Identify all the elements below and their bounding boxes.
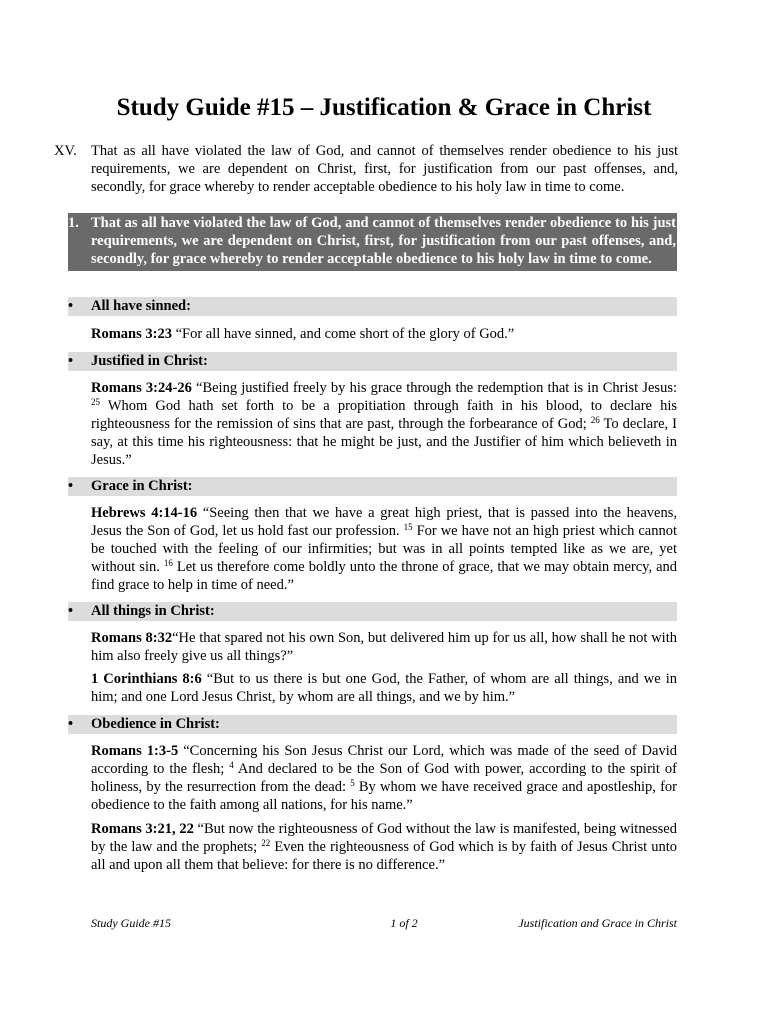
- footer-left: Study Guide #15: [91, 916, 171, 930]
- scripture-verse: [91, 379, 677, 469]
- verse-text: Whom God hath set forth to be a propitiation through faith in his blood, to declare his righteousness for the remission of sins that are past, through the forbearance of God;: [91, 398, 677, 432]
- verse-text: “Being justified freely by his grace through the redemption that is in Christ Jesus:: [191, 380, 677, 396]
- verse-text: By whom we have received grace and apostleship, for obedience to the faith among all nations, for his name.”: [91, 779, 677, 813]
- verse-text: And declared to be the Son of God with power, according to the spirit of holiness, by the resurrection from the dead:: [91, 761, 678, 795]
- bullet-icon: •: [68, 353, 74, 369]
- verse-number: 16: [163, 558, 173, 568]
- verse-reference: Romans 3:21, 22: [91, 821, 194, 837]
- section-heading: [68, 352, 677, 371]
- section-heading-label: All have sinned:: [91, 298, 191, 314]
- scripture-verse: [91, 629, 677, 665]
- section-heading-label: All things in Christ:: [91, 603, 215, 619]
- scripture-verse: [91, 820, 677, 874]
- verse-text: Even the righteousness of God which is by faith of Jesus Christ unto all and upon all them that believe: for there is no difference.”: [91, 839, 678, 873]
- verse-text: “For all have sinned, and come short of the glory of God.”: [171, 326, 515, 342]
- verse-number: 25: [91, 397, 100, 407]
- verse-text: “Seeing then that we have a great high priest, that is passed into the heavens, Jesus the Son of God, let us hold fast our profession.: [91, 505, 677, 539]
- verse-text: Let us therefore come boldly unto the throne of grace, that we may obtain mercy, and find grace to help in time of need.”: [91, 559, 678, 593]
- verse-text: “Concerning his Son Jesus Christ our Lord, which was made of the seed of David according to the flesh;: [91, 743, 677, 777]
- article-number: XV.: [54, 143, 77, 159]
- verse-text: “But to us there is but one God, the Father, of whom are all things, and we in him; and one Lord Jesus Christ, by whom are all things, and we by him.”: [91, 671, 677, 705]
- verse-number: 4: [229, 760, 234, 770]
- scripture-verse: [91, 504, 677, 594]
- footer-right: Justification and Grace in Christ: [518, 916, 677, 930]
- article-statement: [54, 142, 678, 196]
- scripture-verse: [91, 325, 677, 343]
- verse-text: “He that spared not his own Son, but delivered him up for us all, how shall he not with him also freely give us all things?”: [91, 630, 677, 664]
- verse-number: 26: [590, 415, 600, 425]
- verse-number: 15: [403, 522, 413, 532]
- verse-reference: Romans 8:32: [91, 630, 173, 646]
- verse-text: To declare, I say, at this time his righteousness: that he might be just, and the Justifier of him which believeth in Jesus.”: [91, 416, 677, 468]
- verse-reference: 1 Corinthians 8:6: [91, 671, 202, 687]
- bullet-icon: •: [68, 298, 74, 314]
- bullet-icon: •: [68, 603, 74, 619]
- page-title: Study Guide #15 – Justification & Grace in Christ: [116, 94, 652, 121]
- verse-text: “But now the righteousness of God without the law is manifested, being witnessed by the law and the prophets;: [91, 821, 677, 855]
- verse-reference: Hebrews 4:14-16: [91, 505, 198, 521]
- section-heading: [68, 297, 677, 316]
- footer-page-number: 1 of 2: [390, 916, 418, 930]
- section-heading-label: Obedience in Christ:: [91, 716, 220, 732]
- section-heading: [68, 477, 677, 496]
- verse-reference: Romans 3:24-26: [91, 380, 192, 396]
- scripture-verse: [91, 742, 677, 814]
- scripture-verse: [91, 670, 677, 706]
- verse-number: 5: [350, 778, 355, 788]
- highlighted-point: [68, 213, 677, 271]
- section-heading: [68, 602, 677, 621]
- section-heading-label: Justified in Christ:: [91, 353, 208, 369]
- section-heading-label: Grace in Christ:: [91, 478, 193, 494]
- section-heading: [68, 715, 677, 734]
- point-number: 1.: [68, 215, 79, 231]
- verse-reference: Romans 3:23: [91, 326, 172, 342]
- verse-number: 22: [261, 838, 271, 848]
- point-text: That as all have violated the law of God, and cannot of themselves render obedience to his just requirements, we are dependent on Christ, first, for justification from our past offenses, and, secondly, for grace whereby to render acceptable obedience to his holy law in time to come.: [91, 215, 676, 267]
- article-text: That as all have violated the law of God, and cannot of themselves render obedience to his just requirements, we are dependent on Christ, first, for justification from our past offenses, and, secondly, for grace whereby to render acceptable obedience to his holy law in time to come.: [91, 143, 678, 195]
- bullet-icon: •: [68, 478, 74, 494]
- verse-reference: Romans 1:3-5: [91, 743, 179, 759]
- bullet-icon: •: [68, 716, 74, 732]
- verse-text: For we have not an high priest which cannot be touched with the feeling of our infirmities; but was in all points tempted like as we are, yet without sin.: [91, 523, 678, 575]
